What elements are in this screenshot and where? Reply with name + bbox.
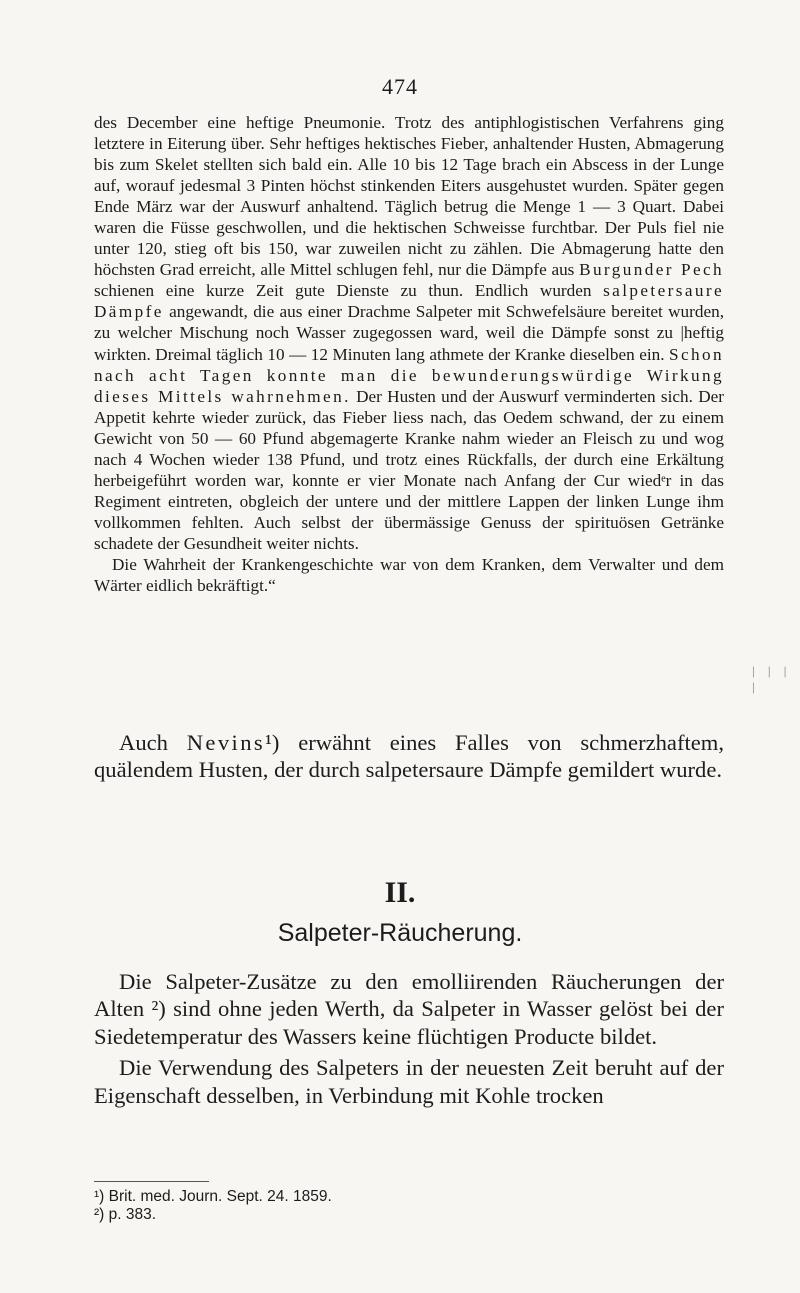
- paragraph: Die Verwendung des Salpeters in der neuesten Zeit beruht auf der Eigenschaft desselben, in Verbindung mit Kohle trocken: [94, 1055, 724, 1108]
- case-paragraph: [94, 112, 724, 554]
- text-run: angewandt, die aus einer Drachme Salpeter mit Schwefelsäure bereitet wurden, zu welcher Mischung noch Wasser zugegossen ward, weil die Dämpfe sonst zu |heftig wirkten. Dreimal täglich 10 — 12 Minuten lang athmete der Kranke dieselben ein.: [94, 302, 724, 364]
- text-run: des December eine heftige Pneumonie. Trotz des antiphlogistischen Verfahrens ging letztere in Eiterung über. Sehr heftiges hektisches Fieber, anhaltender Husten, Abmagerung bis zum Skelet stellten sich bald ein. Alle 10 bis 12 Tage brach ein Abscess in der Lunge auf, worauf jedesmal 3 Pinten höchst stinkenden Eiters ausgehustet wurden. Später gegen Ende März war der Auswurf anhaltend. Täglich betrug die Menge 1 — 3 Quart. Dabei waren die Füsse geschwollen, und die hektischen Schweisse furchtbar. Der Puls fiel nie unter 120, stieg oft bis 150, war zuweilen nicht zu zählen. Die Abmagerung hatte den höchsten Grad erreicht, alle Mittel schlugen fehl, nur die Dämpfe aus: [94, 113, 724, 280]
- paragraph: [94, 968, 724, 1050]
- footnotes: [94, 1188, 724, 1224]
- section-body: [94, 968, 724, 1109]
- footnote-ref: ¹): [265, 730, 280, 755]
- text-run: Der Husten und der Auswurf verminderten sich. Der Appetit kehrte wieder zurück, das Fieber liess nach, das Oedem schwand, der zu einem Gewicht von 50 — 60 Pfund abgemagerte Kranke nahm wieder an Fleisch zu und wog nach 4 Wochen wieder 138 Pfund, und trotz eines Rückfalls, der durch eine Erkältung herbeigeführt worden war, konnte er vier Monate nach Anfang der Cur wiedᵉr in das Regiment eintreten, obgleich der untere und der mittlere Lappen der linken Lunge ihm vollkommen fehlten. Auch selbst der übermässige Genuss der spirituösen Getränke schadete der Gesundheit weiter nichts.: [94, 386, 724, 553]
- text-run: sind ohne jeden Werth, da Salpeter in Wasser gelöst bei der Siedetemperatur des Wassers keine flüchtigen Producte bildet.: [94, 996, 724, 1049]
- footnote-text: Brit. med. Journ. Sept. 24. 1859.: [108, 1188, 332, 1205]
- footnote-mark: ²): [94, 1206, 105, 1223]
- footnote-text: p. 383.: [108, 1206, 157, 1223]
- case-paragraph: Die Wahrheit der Krankengeschichte war von dem Kranken, dem Verwalter und dem Wärter eidlich bekräftigt.“: [94, 554, 724, 596]
- footnote-ref: ²): [151, 996, 166, 1022]
- author-name: Nevins: [186, 730, 266, 755]
- continued-case-text: [94, 112, 724, 596]
- text-run: erwähnt eines Falles von schmerzhaftem, quälendem Husten, der durch salpetersaure Dämpfe gemildert wurde.: [94, 730, 724, 782]
- section-number: II.: [384, 876, 416, 909]
- footnote-divider: [94, 1181, 209, 1182]
- text-run: Die Salpeter-Zusätze zu den emolliirenden Räucherungen der Alten: [94, 969, 724, 1022]
- text-run: Auch: [119, 730, 187, 755]
- text-run: schienen eine kurze Zeit gute Dienste zu thun. Endlich wurden: [94, 281, 604, 301]
- spaced-text: Burgunder Pech: [579, 260, 724, 280]
- section-title: Salpeter-Räucherung.: [277, 919, 523, 947]
- spaced-text: Schon nach acht Tagen konnte man die bewunderungswürdige Wirkung dieses Mittels wahrnehmen.: [94, 344, 724, 406]
- margin-marks: | | | |: [752, 663, 792, 694]
- footnote: [94, 1188, 724, 1206]
- nevins-paragraph: [94, 730, 724, 783]
- footnote: [94, 1206, 724, 1224]
- footnote-mark: ¹): [94, 1188, 105, 1205]
- paragraph: [94, 730, 724, 783]
- spaced-text: salpetersaure Dämpfe: [94, 281, 724, 322]
- page-number: 474: [382, 74, 418, 99]
